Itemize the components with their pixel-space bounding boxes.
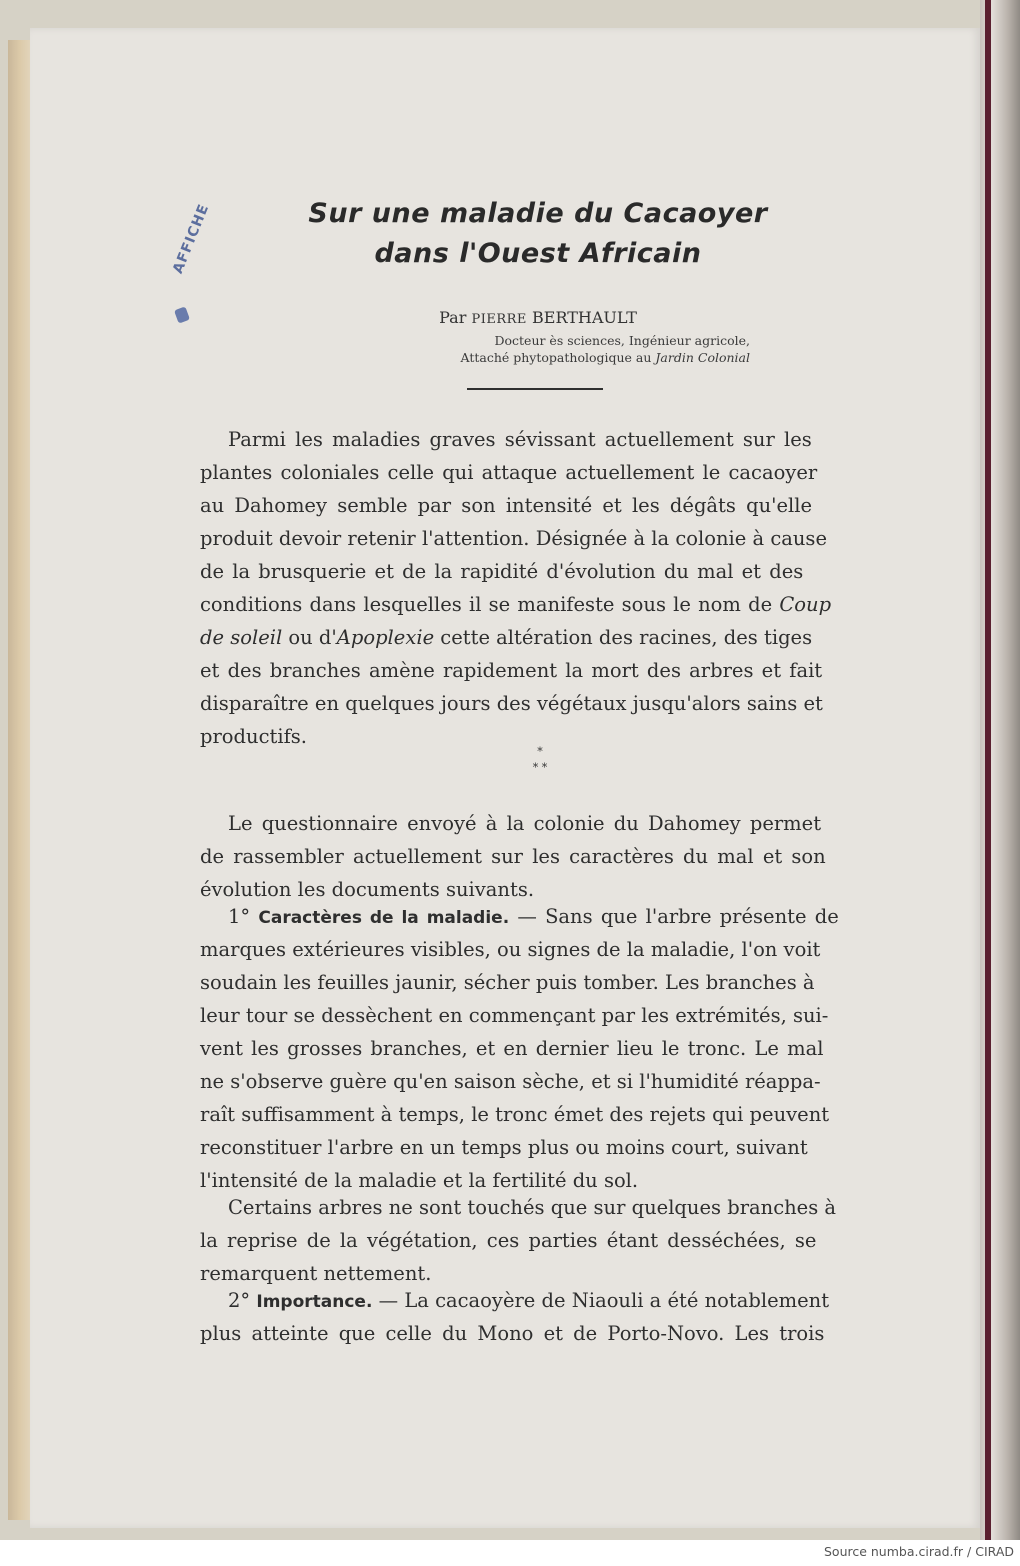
binding-strip: [985, 0, 991, 1540]
p1-line-1: Parmi les maladies graves sévissant actuellement sur les: [228, 428, 812, 451]
s1-heading: Caractères de la maladie.: [258, 908, 510, 928]
s1-line-2: marques extérieures visibles, ou signes de la maladie, l'on voit: [200, 938, 821, 961]
s1-line-4: leur tour se dessèchent en commençant par les extrémités, sui-: [200, 1004, 829, 1027]
affiliation-line-2: [330, 350, 750, 365]
s2-line-1: [228, 1289, 829, 1314]
separator-stars-bottom: * *: [532, 761, 548, 774]
p1-line-2: plantes coloniales celle qui attaque actuellement le cacaoyer: [200, 461, 818, 484]
source-credit: Source numba.cirad.fr / CIRAD: [823, 1544, 1014, 1559]
p1-italic-apoplexie: Apoplexie: [336, 626, 435, 649]
s1-line-6: ne s'observe guère qu'en saison sèche, et si l'humidité réappa-: [200, 1070, 821, 1093]
affiliation-role: Attaché phytopathologique au: [460, 350, 652, 365]
title-line-2: dans l'Ouest Africain: [374, 238, 702, 269]
p1-line-9: disparaître en quelques jours des végétaux jusqu'alors sains et: [200, 692, 823, 715]
s1-line-5: vent les grosses branches, et en dernier lieu le tronc. Le mal: [200, 1037, 824, 1060]
p1-line-6: [200, 593, 831, 617]
p2-line-1: Le questionnaire envoyé à la colonie du Dahomey permet: [228, 812, 822, 835]
title-rule: [467, 388, 603, 390]
s2-number: 2°: [228, 1289, 251, 1312]
p3-line-2: la reprise de la végétation, ces parties étant desséchées, se: [200, 1229, 817, 1252]
title-line-1: Sur une maladie du Cacaoyer: [308, 198, 768, 229]
p1-line-6-text: conditions dans lesquelles il se manifeste sous le nom de: [200, 593, 773, 616]
p3-line-1: Certains arbres ne sont touchés que sur quelques branches à: [228, 1196, 837, 1219]
p1-text-ou: ou d': [282, 626, 337, 649]
p1-italic-de-soleil: de soleil: [200, 626, 283, 649]
s1-line-1: [228, 905, 839, 930]
p1-line-6-italic: Coup: [779, 593, 832, 616]
p1-line-5: de la brusquerie et de la rapidité d'évolution du mal et des: [200, 560, 804, 583]
s1-line-9: l'intensité de la maladie et la fertilité du sol.: [200, 1169, 639, 1192]
s1-line-8: reconstituer l'arbre en un temps plus ou moins court, suivant: [200, 1136, 808, 1159]
p3-line-3: remarquent nettement.: [200, 1262, 432, 1285]
affiliation-line-1: Docteur ès sciences, Ingénieur agricole,: [494, 333, 750, 348]
p1-line-10: productifs.: [200, 725, 308, 748]
author-first-name: PIERRE: [471, 312, 527, 327]
affiliation-institution: Jardin Colonial: [655, 350, 750, 365]
p1-text-alteration: cette altération des racines, des tiges: [434, 626, 813, 649]
author-line: [200, 308, 876, 327]
s2-first-line-rest: — La cacaoyère de Niaouli a été notablement: [372, 1289, 830, 1312]
s1-number: 1°: [228, 905, 251, 928]
s1-line-7: raît suffisamment à temps, le tronc émet des rejets qui peuvent: [200, 1103, 830, 1126]
p1-line-4: produit devoir retenir l'attention. Désignée à la colonie à cause: [200, 527, 827, 550]
s2-heading: Importance.: [256, 1292, 373, 1312]
author-last-name: BERTHAULT: [532, 308, 637, 327]
author-prefix: Par: [439, 308, 467, 327]
p2-line-3: évolution les documents suivants.: [200, 878, 535, 901]
separator-star-top: *: [537, 745, 543, 758]
s2-line-2: plus atteinte que celle du Mono et de Porto-Novo. Les trois: [200, 1322, 825, 1345]
p2-line-2: de rassembler actuellement sur les caractères du mal et son: [200, 845, 826, 868]
library-stamp: AFFICHE: [170, 201, 213, 276]
p1-line-7: [200, 626, 812, 650]
p1-line-3: au Dahomey semble par son intensité et les dégâts qu'elle: [200, 494, 813, 517]
s1-first-line-rest: — Sans que l'arbre présente de: [509, 905, 839, 928]
p1-line-8: et des branches amène rapidement la mort des arbres et fait: [200, 659, 823, 682]
s1-line-3: soudain les feuilles jaunir, sécher puis tomber. Les branches à: [200, 971, 815, 994]
